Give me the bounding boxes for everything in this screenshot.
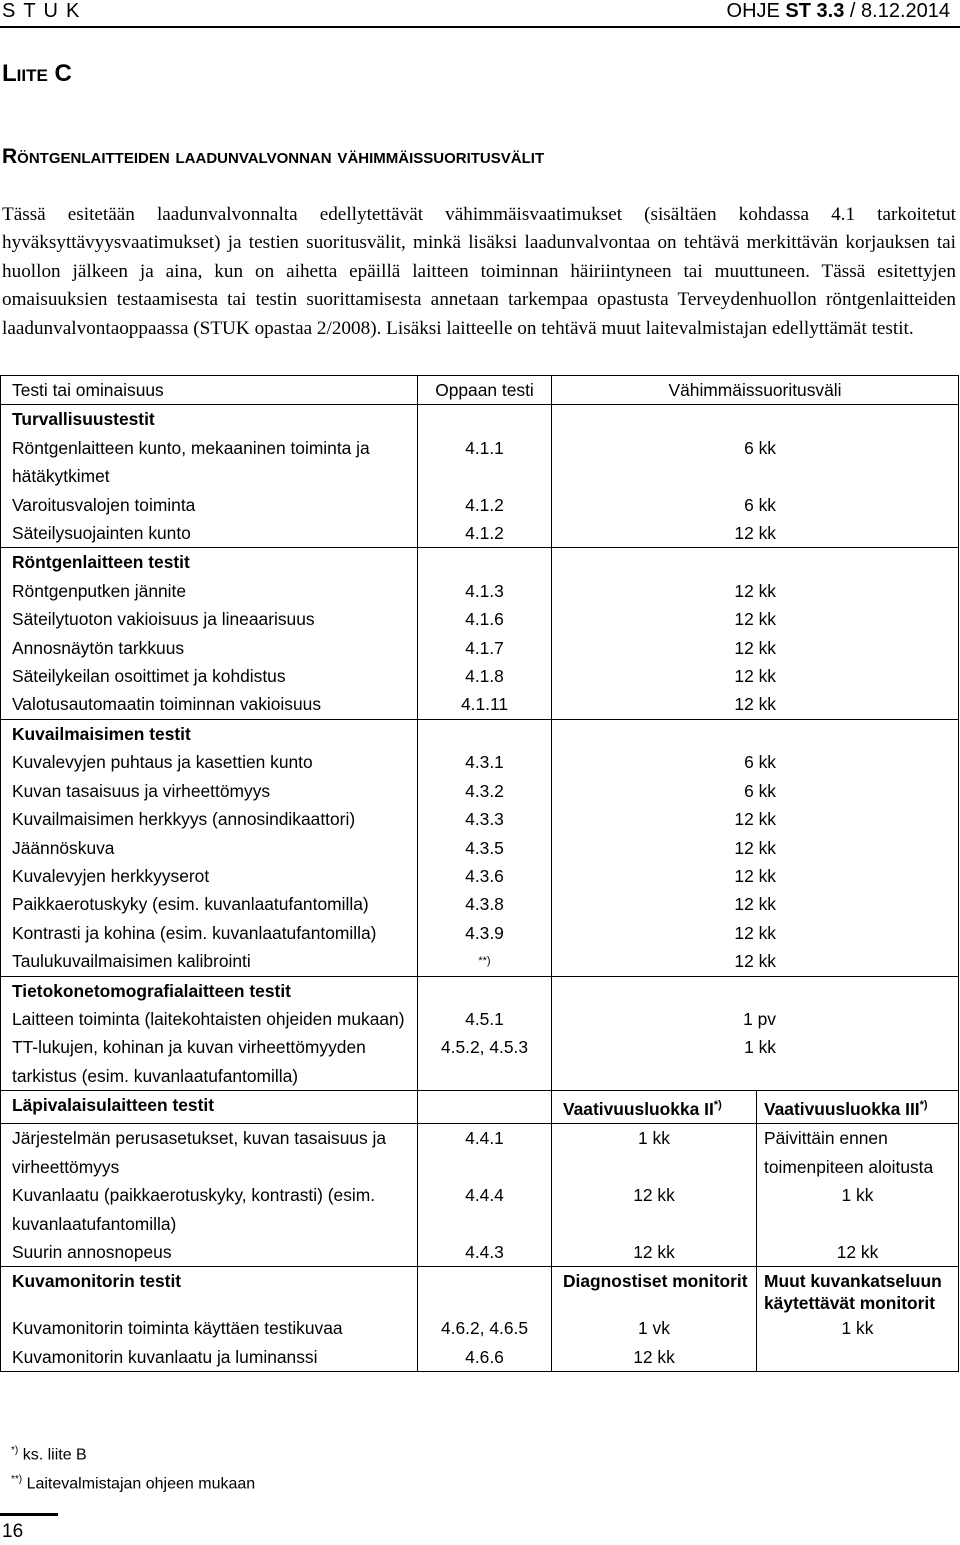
test-name: Järjestelmän perusasetukset, kuvan tasaisuus ja virheettömyys [1,1124,418,1181]
table-row [1,834,959,862]
table-row [1,1033,959,1090]
table-header-row [1,376,959,405]
table-row [1,748,959,776]
requirements-table [0,375,959,1372]
interval-ii: 12 kk [552,1181,757,1238]
test-name: Varoitusvalojen toiminta [1,491,418,519]
lapivalaisu-title-row [1,1091,959,1124]
col-vaativuus-iii-label: Vaativuusluokka III [764,1098,920,1119]
test-interval: 12 kk [552,919,959,947]
header-org: STUK [2,0,88,22]
test-ref: 4.5.2, 4.5.3 [418,1033,552,1090]
appendix-title: Liite C [2,60,72,87]
interval-diagnostic: 12 kk [552,1343,757,1372]
group-title: Kuvailmaisimen testit [1,719,418,748]
monitor-title: Kuvamonitorin testit [1,1267,418,1315]
footnote-2 [11,1467,255,1496]
table-row [1,1005,959,1033]
table-row [1,1343,959,1372]
group-title-interval [552,976,959,1005]
table-row [1,662,959,690]
test-interval: 12 kk [552,890,959,918]
test-name: TT-lukujen, kohinan ja kuvan virheettömyyden tarkistus (esim. kuvanlaatufantomilla) [1,1033,418,1090]
page-number: 16 [2,1521,24,1542]
footnote-1-mark: *) [11,1445,19,1456]
test-ref: **) [418,947,552,976]
group-title: Tietokonetomografialaitteen testit [1,976,418,1005]
section-title: Röntgenlaitteiden laadunvalvonnan vähimmäissuoritusvälit [2,145,545,168]
table-row [1,890,959,918]
test-interval: 12 kk [552,947,959,976]
test-ref: 4.4.3 [418,1238,552,1267]
interval-ii: 1 kk [552,1124,757,1181]
test-ref: 4.1.7 [418,634,552,662]
table-row [1,777,959,805]
test-ref: 4.3.3 [418,805,552,833]
col-vaativuus-iii [757,1091,959,1124]
test-ref: 4.3.2 [418,777,552,805]
test-name: Suurin annosnopeus [1,1238,418,1267]
test-name: Kuvalevyjen puhtaus ja kasettien kunto [1,748,418,776]
test-ref: 4.1.2 [418,491,552,519]
table-row [1,491,959,519]
test-interval: 12 kk [552,577,959,605]
group-title: Röntgenlaitteen testit [1,548,418,577]
test-ref: 4.5.1 [418,1005,552,1033]
interval-iii: Päivittäin ennen toimenpiteen aloitusta [757,1124,959,1181]
test-interval: 6 kk [552,434,959,491]
interval-iii: 12 kk [757,1238,959,1267]
test-name: Taulukuvailmaisimen kalibrointi [1,947,418,976]
test-interval: 12 kk [552,834,959,862]
header-doc-ref [727,0,950,23]
footer-rule [0,1513,58,1516]
group-title-ref [418,719,552,748]
test-ref: 4.1.1 [418,434,552,491]
group-title-ref [418,548,552,577]
col-vaativuus-ii [552,1091,757,1124]
test-name: Annosnäytön tarkkuus [1,634,418,662]
header-interval: Vähimmäissuoritusväli [552,376,959,405]
interval-ii: 12 kk [552,1238,757,1267]
test-name: Paikkaerotuskyky (esim. kuvanlaatufantomilla) [1,890,418,918]
footnotes [11,1438,255,1497]
test-interval: 1 pv [552,1005,959,1033]
test-ref: 4.1.2 [418,519,552,548]
table-row [1,634,959,662]
table-row [1,947,959,976]
table-row [1,1238,959,1267]
lapivalaisu-title: Läpivalaisulaitteen testit [1,1091,418,1124]
col-vaativuus-ii-label: Vaativuusluokka II [563,1098,714,1119]
test-interval: 12 kk [552,605,959,633]
test-name: Kuvamonitorin toiminta käyttäen testikuvaa [1,1314,418,1342]
test-name: Säteilykeilan osoittimet ja kohdistus [1,662,418,690]
header-doc-date: / 8.12.2014 [849,0,950,22]
footnote-2-mark: **) [11,1474,23,1486]
group-title-row [1,548,959,577]
table-row [1,605,959,633]
monitor-ref [418,1267,552,1315]
col-other-monitors: Muut kuvankatseluun käytettävät monitorit [757,1267,959,1315]
group-title-interval [552,548,959,577]
footnote-1 [11,1438,255,1467]
col-vaativuus-iii-note: *) [919,1099,928,1112]
test-ref: 4.1.8 [418,662,552,690]
col-vaativuus-ii-note: *) [713,1099,722,1112]
test-ref: 4.3.5 [418,834,552,862]
table-row [1,434,959,491]
table-row [1,690,959,719]
test-ref: 4.4.1 [418,1124,552,1181]
test-ref: 4.1.11 [418,690,552,719]
test-name: Kuvailmaisimen herkkyys (annosindikaattori) [1,805,418,833]
test-name: Säteilytuoton vakioisuus ja lineaarisuus [1,605,418,633]
test-interval: 6 kk [552,777,959,805]
test-ref: 4.6.2, 4.6.5 [418,1314,552,1342]
group-title-interval [552,405,959,434]
test-name: Kuvanlaatu (paikkaerotuskyky, kontrasti) (esim. kuvanlaatufantomilla) [1,1181,418,1238]
header-doc-id: ST 3.3 [785,0,845,22]
interval-other: 1 kk [757,1314,959,1342]
intro-text: Tässä esitetään laadunvalvonnalta edellytettävät vähimmäisvaatimukset (sisältäen kohdassa 4.1 tarkoitetut hyväksyttävyysvaatimukset) ja testien suoritusvälit, minkä lisäksi laadunvalvontaa on tehtävä merkittävän korjauksen tai huollon jälkeen ja aina, kun on aihetta epäillä laitteen toiminnan häiriintyneen tai muuttuneen. Tässä esitettyjen omaisuuksien testaamisesta tai testin suorittamisesta annetaan tarkempaa opastusta Terveydenhuollon röntgenlaitteiden laadunvalvontaoppaassa (STUK opastaa 2/2008). Lisäksi laitteelle on tehtävä muut laitevalmistajan edellyttämät testit. [2,204,956,339]
table-row [1,805,959,833]
intro-paragraph [2,201,956,343]
test-ref: 4.4.4 [418,1181,552,1238]
test-name: Valotusautomaatin toiminnan vakioisuus [1,690,418,719]
test-name: Kontrasti ja kohina (esim. kuvanlaatufantomilla) [1,919,418,947]
group-title-interval [552,719,959,748]
test-ref: 4.3.6 [418,862,552,890]
test-interval: 6 kk [552,491,959,519]
test-interval: 12 kk [552,862,959,890]
table-row [1,1124,959,1181]
test-interval: 12 kk [552,690,959,719]
test-interval: 12 kk [552,805,959,833]
group-title-row [1,976,959,1005]
interval-iii: 1 kk [757,1181,959,1238]
footnote-2-text: Laitevalmistajan ohjeen mukaan [26,1475,256,1493]
test-name: Kuvamonitorin kuvanlaatu ja luminanssi [1,1343,418,1372]
group-title-ref [418,405,552,434]
test-name: Röntgenputken jännite [1,577,418,605]
group-title-row [1,719,959,748]
header-ref: Oppaan testi [418,376,552,405]
table-row [1,1314,959,1342]
group-title-ref [418,976,552,1005]
table-row [1,577,959,605]
group-title-row [1,405,959,434]
lapivalaisu-ref [418,1091,552,1124]
group-title: Turvallisuustestit [1,405,418,434]
test-interval: 6 kk [552,748,959,776]
test-interval: 12 kk [552,519,959,548]
test-name: Kuvan tasaisuus ja virheettömyys [1,777,418,805]
test-interval: 12 kk [552,634,959,662]
test-name: Jäännöskuva [1,834,418,862]
monitor-title-row [1,1267,959,1315]
test-ref: 4.6.6 [418,1343,552,1372]
test-name: Röntgenlaitteen kunto, mekaaninen toiminta ja hätäkytkimet [1,434,418,491]
test-name: Laitteen toiminta (laitekohtaisten ohjeiden mukaan) [1,1005,418,1033]
test-ref: 4.3.1 [418,748,552,776]
test-name: Kuvalevyjen herkkyyserot [1,862,418,890]
footnote-1-text: ks. liite B [22,1446,87,1464]
table-row [1,519,959,548]
test-ref: 4.3.8 [418,890,552,918]
test-ref: 4.1.6 [418,605,552,633]
table-row [1,919,959,947]
test-name: Säteilysuojainten kunto [1,519,418,548]
test-ref: 4.3.9 [418,919,552,947]
test-interval: 1 kk [552,1033,959,1090]
col-diagnostic: Diagnostiset monitorit [552,1267,757,1315]
test-interval: 12 kk [552,662,959,690]
header-test: Testi tai ominaisuus [1,376,418,405]
header-rule [0,26,960,28]
interval-diagnostic: 1 vk [552,1314,757,1342]
table-row [1,1181,959,1238]
interval-other [757,1343,959,1372]
header-doc-prefix: OHJE [726,0,780,22]
test-ref: 4.1.3 [418,577,552,605]
table-row [1,862,959,890]
